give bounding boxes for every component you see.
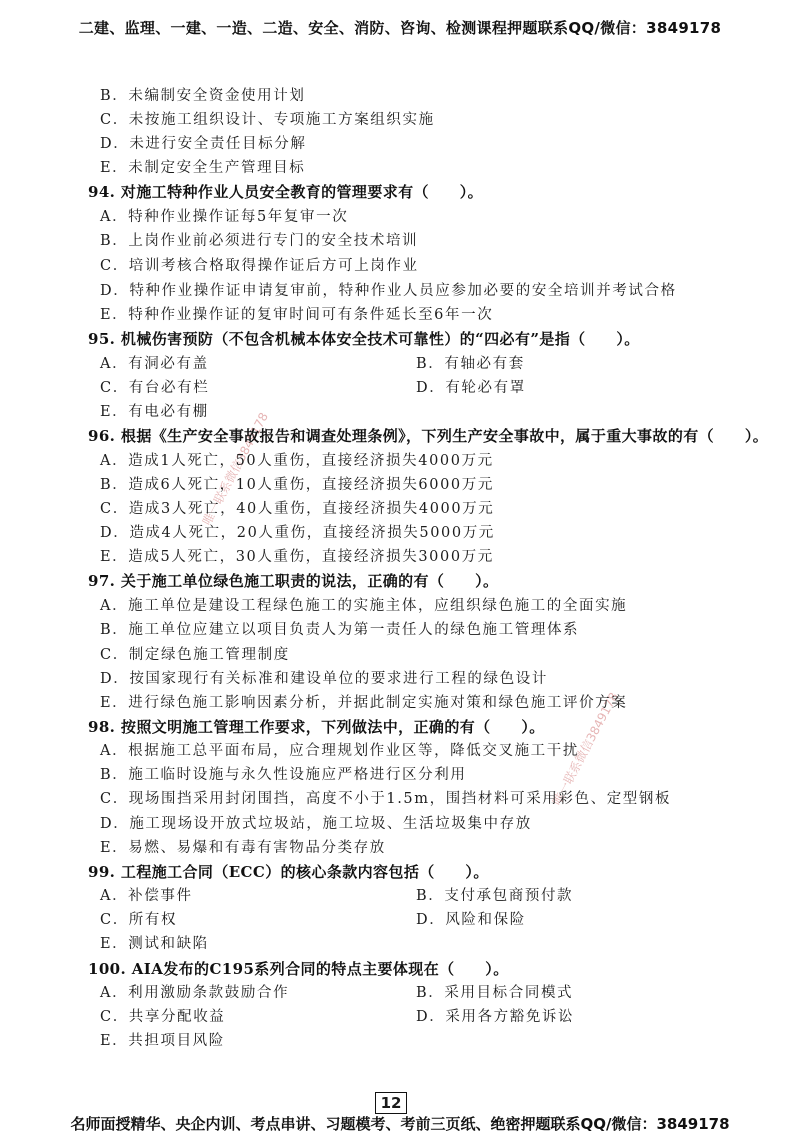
question-98-stem: 98. 按照文明施工管理工作要求，下列做法中，正确的有（ ）。: [88, 718, 545, 736]
q98-option-c: C．现场围挡采用封闭围挡，高度不小于1.5m，围挡材料可采用彩色、定型钢板: [100, 791, 672, 807]
question-96-stem: 96. 根据《生产安全事故报告和调查处理条例》，下列生产安全事故中，属于重大事故的有（ ）。: [88, 427, 769, 445]
prev-option-e: E．未制定安全生产管理目标: [100, 160, 306, 176]
q100-option-e: E．共担项目风险: [100, 1033, 225, 1049]
q97-option-e: E．进行绿色施工影响因素分析，并据此制定实施对策和绿色施工评价方案: [100, 695, 628, 711]
page-footer: 名师面授精华、央企内训、考点串讲、习题模考、考前三页纸、绝密押题联系QQ/微信：3849178: [70, 1115, 730, 1133]
page-number: 12: [375, 1092, 407, 1114]
prev-option-c: C．未按施工组织设计、专项施工方案组织实施: [100, 112, 435, 128]
q97-option-b: B．施工单位应建立以项目负责人为第一责任人的绿色施工管理体系: [100, 622, 580, 638]
q100-option-b: B．采用目标合同模式: [416, 985, 574, 1001]
q98-option-b: B．施工临时设施与永久性设施应严格进行区分利用: [100, 767, 467, 783]
q94-option-b: B．上岗作业前必须进行专门的安全技术培训: [100, 233, 419, 249]
q99-option-c: C．所有权: [100, 912, 178, 928]
q100-option-c: C．共享分配收益: [100, 1009, 226, 1025]
q96-option-a: A．造成1人死亡，50人重伤，直接经济损失4000万元: [100, 453, 494, 469]
question-99-stem: 99. 工程施工合同（ECC）的核心条款内容包括（ ）。: [88, 863, 489, 881]
q100-option-d: D．采用各方豁免诉讼: [416, 1009, 575, 1025]
q95-option-d: D．有轮必有罩: [416, 380, 526, 396]
q97-option-c: C．制定绿色施工管理制度: [100, 647, 290, 663]
q96-option-c: C．造成3人死亡，40人重伤，直接经济损失4000万元: [100, 501, 495, 517]
q99-option-d: D．风险和保险: [416, 912, 526, 928]
page-header: 二建、监理、一建、一造、二造、安全、消防、咨询、检测课程押题联系QQ/微信：3849178: [78, 19, 722, 37]
q98-option-d: D．施工现场设开放式垃圾站，施工垃圾、生活垃圾集中存放: [100, 816, 532, 832]
q98-option-a: A．根据施工总平面布局，应合理规划作业区等，降低交叉施工干扰: [100, 743, 579, 759]
q94-option-c: C．培训考核合格取得操作证后方可上岗作业: [100, 258, 419, 274]
prev-option-b: B．未编制安全资金使用计划: [100, 88, 306, 104]
question-100-stem: 100. AIA发布的C195系列合同的特点主要体现在（ ）。: [88, 960, 509, 978]
q99-option-a: A．补偿事件: [100, 888, 193, 904]
question-95-stem: 95. 机械伤害预防（不包含机械本体安全技术可靠性）的“四必有”是指（ ）。: [88, 330, 640, 348]
q94-option-d: D．特种作业操作证申请复审前，特种作业人员应参加必要的安全培训并考试合格: [100, 283, 677, 299]
q96-option-e: E．造成5人死亡，30人重伤，直接经济损失3000万元: [100, 549, 494, 565]
watermark-1: 唯一联系微信3849178: [199, 410, 272, 528]
q99-option-e: E．测试和缺陷: [100, 936, 209, 952]
q100-option-a: A．利用激励条款鼓励合作: [100, 985, 290, 1001]
q95-option-b: B．有轴必有套: [416, 356, 525, 372]
q96-option-b: B．造成6人死亡，10人重伤，直接经济损失6000万元: [100, 477, 494, 493]
q97-option-a: A．施工单位是建设工程绿色施工的实施主体，应组织绿色施工的全面实施: [100, 598, 628, 614]
question-97-stem: 97. 关于施工单位绿色施工职责的说法，正确的有（ ）。: [88, 572, 499, 590]
q95-option-c: C．有台必有栏: [100, 380, 210, 396]
question-94-stem: 94. 对施工特种作业人员安全教育的管理要求有（ ）。: [88, 183, 484, 201]
watermark-2: 唯一联系微信3849178: [549, 690, 622, 808]
q95-option-e: E．有电必有棚: [100, 404, 209, 420]
q95-option-a: A．有洞必有盖: [100, 356, 209, 372]
q96-option-d: D．造成4人死亡，20人重伤，直接经济损失5000万元: [100, 525, 495, 541]
q94-option-e: E．特种作业操作证的复审时间可有条件延长至6年一次: [100, 307, 494, 323]
q99-option-b: B．支付承包商预付款: [416, 888, 574, 904]
q98-option-e: E．易燃、易爆和有毒有害物品分类存放: [100, 840, 386, 856]
prev-option-d: D．未进行安全责任目标分解: [100, 136, 307, 152]
q94-option-a: A．特种作业操作证每5年复审一次: [100, 209, 349, 225]
q97-option-d: D．按国家现行有关标准和建设单位的要求进行工程的绿色设计: [100, 671, 548, 687]
